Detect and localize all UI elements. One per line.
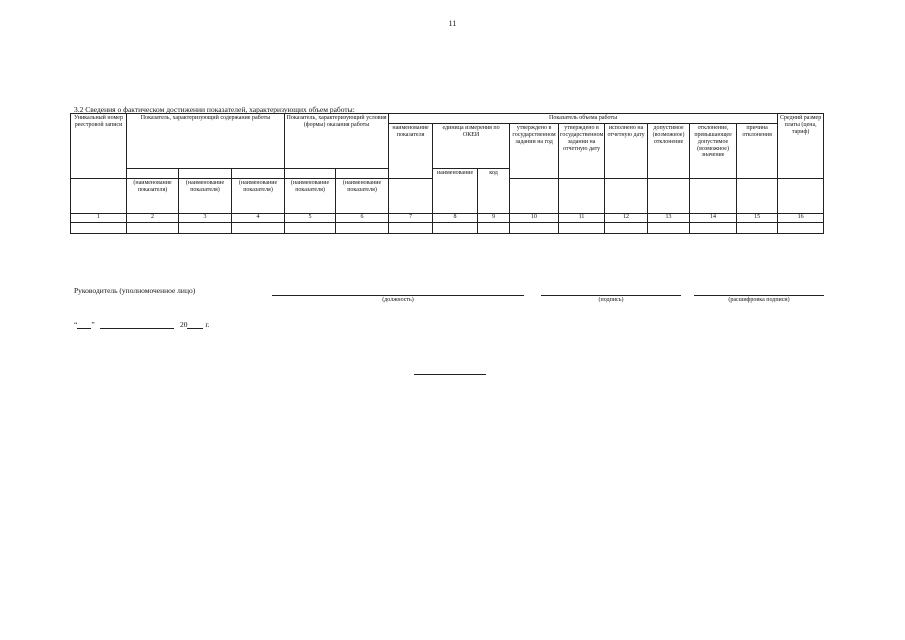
- column-number: 15: [737, 213, 778, 222]
- data-cell[interactable]: [559, 222, 605, 233]
- blank-cell: [605, 178, 648, 213]
- blank-cell: [559, 178, 605, 213]
- month-field[interactable]: [100, 320, 174, 329]
- column-number: 11: [559, 213, 605, 222]
- header-executed: исполнено на отчетную дату: [605, 123, 648, 178]
- blank-cell: [71, 178, 127, 213]
- blank-cell: [336, 168, 389, 178]
- empty-data-row: [71, 222, 824, 233]
- data-cell[interactable]: [605, 222, 648, 233]
- data-cell[interactable]: [778, 222, 824, 233]
- header-unique-record: Уникальный номер реестровой записи: [71, 114, 127, 179]
- column-number: 13: [648, 213, 690, 222]
- header-allowed-deviation: допустимое (возможное) отклонение: [648, 123, 690, 178]
- header-content-group: Показатель, характеризующий содержание работы: [127, 114, 285, 169]
- data-cell[interactable]: [336, 222, 389, 233]
- volume-indicators-table: [70, 113, 824, 234]
- data-cell[interactable]: [510, 222, 559, 233]
- column-number: 1: [71, 213, 127, 222]
- data-cell[interactable]: [127, 222, 179, 233]
- blank-cell: [510, 178, 559, 213]
- subheader-indicator-name: (наименование показателя): [127, 178, 179, 213]
- blank-cell: [648, 178, 690, 213]
- open-quote: “: [74, 320, 78, 329]
- header-indicator-name: наименование показателя: [389, 123, 433, 178]
- header-conditions-group: Показатель, характеризующий условия (формы) оказания работы: [285, 114, 389, 169]
- blank-cell: [127, 168, 179, 178]
- year-suffix: г.: [205, 320, 210, 329]
- header-unit-code: код: [478, 168, 510, 213]
- data-cell[interactable]: [433, 222, 478, 233]
- header-approved-date: утверждено в государственном задании на отчетную дату: [559, 123, 605, 178]
- column-number: 8: [433, 213, 478, 222]
- data-cell[interactable]: [285, 222, 336, 233]
- column-number: 9: [478, 213, 510, 222]
- data-cell[interactable]: [71, 222, 127, 233]
- close-quote: ”: [91, 320, 95, 329]
- blank-cell: [778, 178, 824, 213]
- signer-label: Руководитель (уполномоченное лицо): [74, 286, 196, 295]
- footnote-separator: [414, 374, 486, 375]
- column-number: 7: [389, 213, 433, 222]
- column-number: 12: [605, 213, 648, 222]
- column-number: 14: [690, 213, 737, 222]
- blank-cell: [179, 168, 232, 178]
- header-unit-group: единица измерения по ОКЕИ: [433, 123, 510, 168]
- data-cell[interactable]: [737, 222, 778, 233]
- column-number: 4: [232, 213, 285, 222]
- header-volume-group: Показатель объема работы: [389, 114, 778, 124]
- date-line: [74, 320, 209, 329]
- data-cell[interactable]: [690, 222, 737, 233]
- column-number: 6: [336, 213, 389, 222]
- subheader-indicator-name: (наименование показателя): [179, 178, 232, 213]
- signature-caption: (подпись): [598, 297, 624, 303]
- signature-line[interactable]: [541, 295, 681, 296]
- column-number: 2: [127, 213, 179, 222]
- blank-cell: [737, 178, 778, 213]
- position-caption: (должность): [382, 297, 414, 303]
- column-number: 16: [778, 213, 824, 222]
- year-field[interactable]: [187, 320, 203, 329]
- blank-cell: [389, 178, 433, 213]
- blank-cell: [690, 178, 737, 213]
- column-number: 10: [510, 213, 559, 222]
- position-line[interactable]: [272, 295, 524, 296]
- header-deviation-reason: причина отклонения: [737, 123, 778, 178]
- subheader-indicator-name: (наименование показателя): [336, 178, 389, 213]
- data-cell[interactable]: [232, 222, 285, 233]
- data-cell[interactable]: [179, 222, 232, 233]
- subheader-indicator-name: (наименование показателя): [285, 178, 336, 213]
- year-prefix: 20: [179, 320, 188, 329]
- data-cell[interactable]: [389, 222, 433, 233]
- day-field[interactable]: [77, 320, 91, 329]
- header-avg-price: Средний размер платы (цена, тариф): [778, 114, 824, 179]
- column-number-row: [71, 213, 824, 222]
- header-approved-year: утверждено в государственном задании на год: [510, 123, 559, 178]
- section-heading: 3.2 Сведения о фактическом достижении показателей, характеризующих объем работы:: [74, 105, 355, 114]
- decoding-line[interactable]: [694, 295, 824, 296]
- column-number: 3: [179, 213, 232, 222]
- data-cell[interactable]: [648, 222, 690, 233]
- header-unit-name: наименование: [433, 168, 478, 213]
- blank-cell: [232, 168, 285, 178]
- decoding-caption: (расшифровка подписи): [728, 297, 790, 303]
- blank-cell: [285, 168, 336, 178]
- column-number: 5: [285, 213, 336, 222]
- subheader-indicator-name: (наименование показателя): [232, 178, 285, 213]
- data-cell[interactable]: [478, 222, 510, 233]
- page-number: 11: [448, 19, 457, 28]
- header-exceeding-deviation: отклонение, превышающее допустимое (возможное) значение: [690, 123, 737, 178]
